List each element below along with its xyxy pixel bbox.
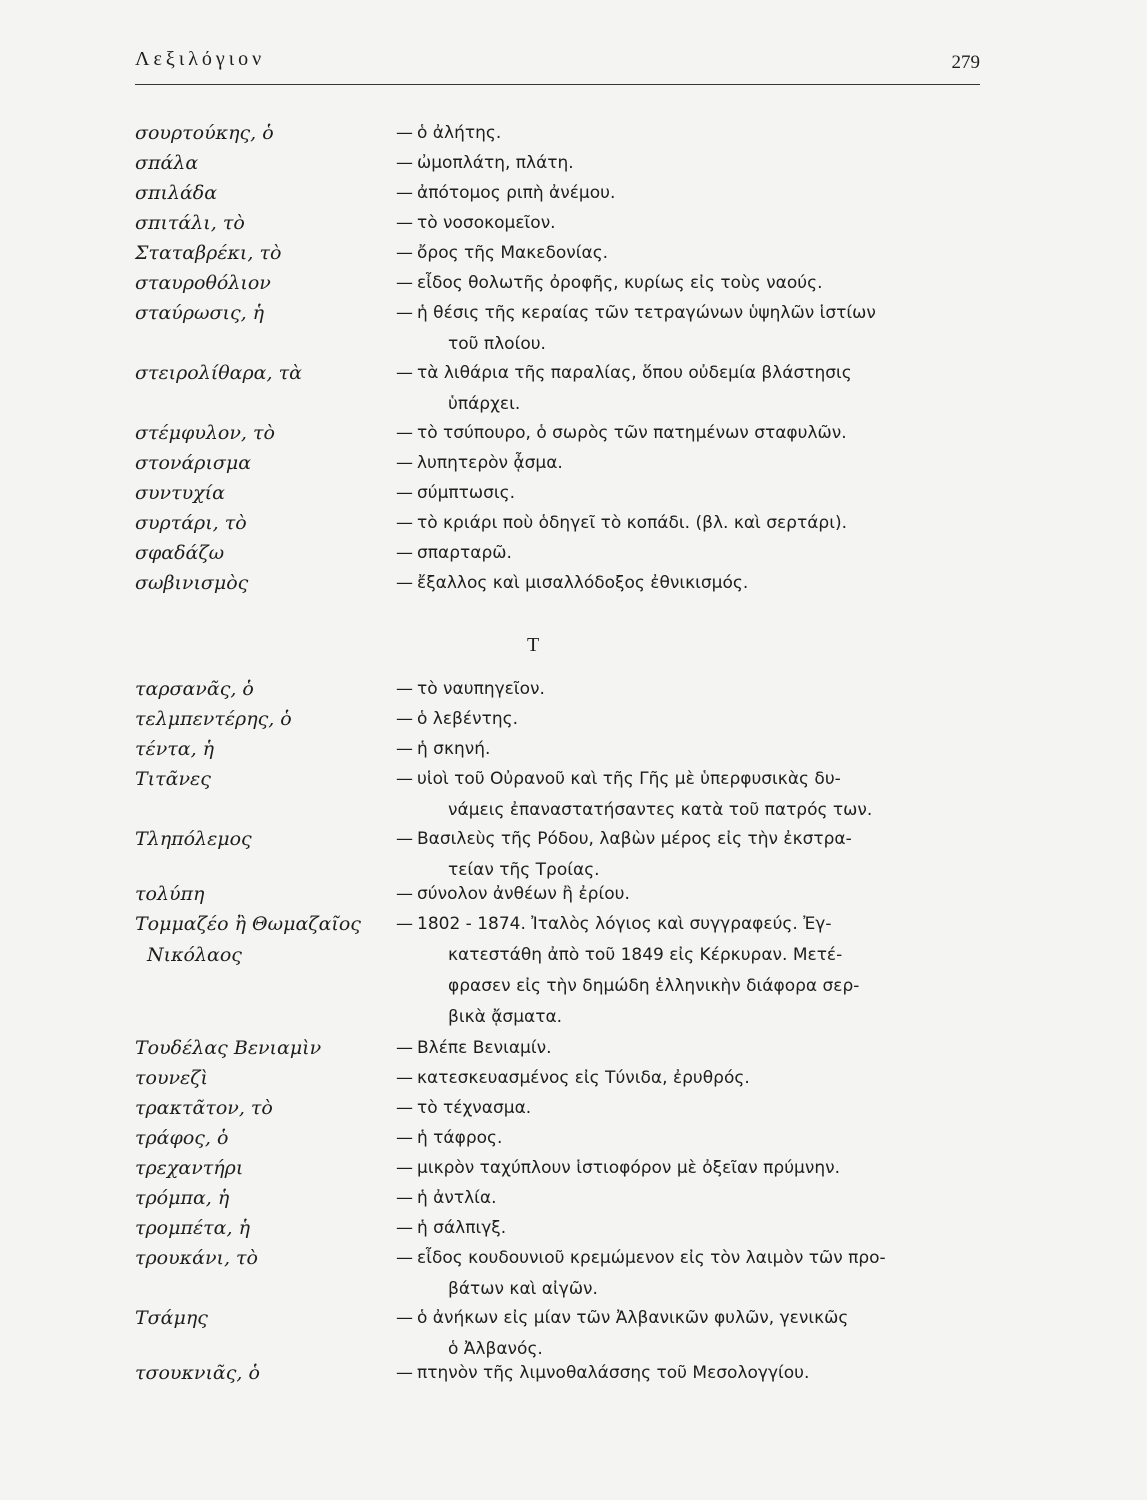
entry-definition — [396, 268, 986, 299]
definition-line — [396, 568, 986, 599]
entry-definition — [396, 1093, 986, 1124]
term-text: τρόμπα, ἡ — [135, 1187, 230, 1209]
definition-line — [396, 508, 986, 539]
em-dash: — — [396, 1218, 413, 1238]
entry-term — [135, 238, 395, 269]
em-dash: — — [396, 573, 413, 593]
em-dash: — — [396, 183, 413, 203]
entry-term — [135, 508, 395, 539]
em-dash: — — [396, 1248, 413, 1268]
definition-line — [396, 674, 986, 705]
definition-text: πτηνὸν τῆς λιμνοθαλάσσης τοῦ Μεσολογγίου. — [417, 1363, 810, 1383]
definition-line — [396, 118, 986, 149]
definition-text: λυπητερὸν ᾆσμα. — [417, 453, 563, 473]
definition-text: υἱοὶ τοῦ Οὐρανοῦ καὶ τῆς Γῆς μὲ ὑπερφυσικὰς δυ- — [417, 769, 841, 789]
definition-text: ὠμοπλάτη, πλάτη. — [417, 153, 574, 173]
entry-term — [135, 538, 395, 569]
entry-definition — [396, 1183, 986, 1214]
definition-line — [396, 1033, 986, 1064]
entry-term — [135, 734, 395, 765]
definition-text: ἡ ἀντλία. — [417, 1188, 497, 1208]
definition-text: ἀπότομος ριπὴ ἀνέμου. — [417, 183, 616, 203]
entry-term — [135, 879, 395, 910]
term-text: τρουκάνι, τὸ — [135, 1247, 258, 1269]
definition-text: ἡ σάλπιγξ. — [417, 1218, 507, 1238]
em-dash: — — [396, 884, 413, 904]
entry-term — [135, 448, 395, 479]
em-dash: — — [396, 363, 413, 383]
definition-line — [396, 448, 986, 479]
definition-line — [396, 909, 986, 940]
entry-definition — [396, 909, 986, 1033]
em-dash: — — [396, 1038, 413, 1058]
em-dash: — — [396, 1128, 413, 1148]
definition-text: μικρὸν ταχύπλουν ἱστιοφόρον μὲ ὀξεῖαν πρύμνην. — [417, 1158, 841, 1178]
term-text: τράφος, ὁ — [135, 1127, 229, 1149]
definition-text: τὸ ναυπηγεῖον. — [417, 679, 545, 699]
term-text: τολύπη — [135, 883, 205, 905]
definition-line — [396, 1243, 986, 1274]
definition-text: εἶδος θολωτῆς ὀροφῆς, κυρίως εἰς τοὺς ναούς. — [417, 273, 823, 293]
definition-line — [396, 538, 986, 569]
term-text: σπάλα — [135, 152, 199, 174]
definition-line — [396, 1063, 986, 1094]
term-text: Τσάμης — [135, 1307, 208, 1329]
term-text: συρτάρι, τὸ — [135, 512, 247, 534]
entry-definition — [396, 238, 986, 269]
definition-line — [396, 879, 986, 910]
term-text: Σταταβρέκι, τὸ — [135, 242, 282, 264]
entry-definition — [396, 704, 986, 735]
definition-line — [396, 418, 986, 449]
entry-term — [135, 824, 395, 855]
definition-line — [396, 358, 986, 389]
entry-term — [135, 1123, 395, 1154]
em-dash: — — [396, 1158, 413, 1178]
entry-definition — [396, 674, 986, 705]
section-letter: Τ — [527, 634, 540, 656]
em-dash: — — [396, 709, 413, 729]
definition-text: ἔξαλλος καὶ μισαλλόδοξος ἐθνικισμός. — [417, 573, 749, 593]
definition-text: σπαρταρῶ. — [417, 543, 512, 563]
entry-term — [135, 1153, 395, 1184]
entry-term — [135, 1183, 395, 1214]
term-text: Τομμαζέο ἢ Θωμαζαῖος — [135, 913, 361, 935]
definition-text: τὸ κριάρι ποὺ ὁδηγεῖ τὸ κοπάδι. (βλ. καὶ σερτάρι). — [417, 513, 847, 533]
definition-continuation: ὁ Ἀλβανός. — [448, 1339, 543, 1359]
entry-definition — [396, 824, 986, 886]
em-dash: — — [396, 1363, 413, 1383]
entry-term — [135, 909, 395, 971]
em-dash: — — [396, 829, 413, 849]
entry-term — [135, 478, 395, 509]
entry-definition — [396, 1303, 986, 1365]
entry-term — [135, 118, 395, 149]
term-text: σπιτάλι, τὸ — [135, 212, 245, 234]
entry-term — [135, 1093, 395, 1124]
definition-line — [396, 764, 986, 795]
entry-definition — [396, 418, 986, 449]
em-dash: — — [396, 243, 413, 263]
term-text: σωβινισμὸς — [135, 572, 249, 594]
em-dash: — — [396, 1098, 413, 1118]
definition-line — [396, 1358, 986, 1389]
definition-line — [396, 1093, 986, 1124]
definition-continuation: φρασεν εἰς τὴν δημώδη ἑλληνικὴν διάφορα σερ- — [448, 976, 860, 996]
entry-definition — [396, 1213, 986, 1244]
page-number: 279 — [951, 52, 980, 73]
definition-continuation: τείαν τῆς Τροίας. — [448, 860, 600, 880]
term-text: στονάρισμα — [135, 452, 252, 474]
term-text: σταυροθόλιον — [135, 272, 271, 294]
definition-line — [396, 1213, 986, 1244]
definition-continuation: βικὰ ᾄσματα. — [448, 1007, 563, 1027]
entry-term — [135, 568, 395, 599]
definition-line — [396, 148, 986, 179]
definition-continuation: νάμεις ἐπαναστατήσαντες κατὰ τοῦ πατρός των. — [448, 800, 873, 820]
em-dash: — — [396, 273, 413, 293]
term-text: τρεχαντήρι — [135, 1157, 244, 1179]
entry-definition — [396, 118, 986, 149]
em-dash: — — [396, 769, 413, 789]
definition-text: ἡ τάφρος. — [417, 1128, 503, 1148]
definition-text: 1802 - 1874. Ἰταλὸς λόγιος καὶ συγγραφεύς. Ἐγ- — [417, 914, 832, 934]
definition-text: ὁ ἀλήτης. — [417, 123, 502, 143]
term-text: τρομπέτα, ἡ — [135, 1217, 250, 1239]
term-text: στέμφυλον, τὸ — [135, 422, 275, 444]
entry-term — [135, 1213, 395, 1244]
entry-term — [135, 704, 395, 735]
definition-text: ὄρος τῆς Μακεδονίας. — [417, 243, 609, 263]
entry-definition — [396, 1123, 986, 1154]
entry-term — [135, 358, 395, 389]
entry-term — [135, 1303, 395, 1334]
entry-term — [135, 764, 395, 795]
definition-line — [396, 178, 986, 209]
entry-definition — [396, 148, 986, 179]
definition-text: εἶδος κουδουνιοῦ κρεμώμενον εἰς τὸν λαιμὸν τῶν προ- — [417, 1248, 886, 1268]
entry-definition — [396, 1033, 986, 1064]
entry-term — [135, 674, 395, 705]
entry-definition — [396, 208, 986, 239]
definition-line — [396, 1303, 986, 1334]
em-dash: — — [396, 453, 413, 473]
entry-term — [135, 1243, 395, 1274]
entry-term — [135, 178, 395, 209]
term-text: τελμπεντέρης, ὁ — [135, 708, 292, 730]
term-text: τουνεζὶ — [135, 1067, 208, 1089]
definition-text: ἡ θέσις τῆς κεραίας τῶν τετραγώνων ὑψηλῶν ἱστίων — [417, 303, 876, 323]
page-header — [135, 44, 980, 85]
entry-term — [135, 268, 395, 299]
em-dash: — — [396, 423, 413, 443]
definition-line — [396, 824, 986, 855]
term-text: τρακτᾶτον, τὸ — [135, 1097, 273, 1119]
term-text: Τληπόλεμος — [135, 828, 252, 850]
definition-line — [396, 268, 986, 299]
term-text: τέντα, ἡ — [135, 738, 215, 760]
definition-continuation: κατεστάθη ἀπὸ τοῦ 1849 εἰς Κέρκυραν. Μετέ- — [448, 945, 843, 965]
entry-definition — [396, 1063, 986, 1094]
em-dash: — — [396, 1068, 413, 1088]
definition-text: ἡ σκηνή. — [417, 739, 491, 759]
definition-text: τὸ τέχνασμα. — [417, 1098, 532, 1118]
entry-term — [135, 1358, 395, 1389]
em-dash: — — [396, 153, 413, 173]
em-dash: — — [396, 1188, 413, 1208]
em-dash: — — [396, 483, 413, 503]
definition-text: κατεσκευασμένος εἰς Τύνιδα, ἐρυθρός. — [417, 1068, 750, 1088]
entry-definition — [396, 358, 986, 420]
definition-continuation: τοῦ πλοίου. — [448, 334, 546, 354]
entry-term — [135, 148, 395, 179]
entry-definition — [396, 879, 986, 910]
term-continuation: Νικόλαος — [147, 944, 242, 966]
definition-line — [396, 734, 986, 765]
entry-definition — [396, 508, 986, 539]
definition-line — [396, 1153, 986, 1184]
definition-line — [396, 1123, 986, 1154]
entry-definition — [396, 298, 986, 360]
em-dash: — — [396, 543, 413, 563]
definition-line — [396, 238, 986, 269]
term-text: σπιλάδα — [135, 182, 218, 204]
entry-definition — [396, 478, 986, 509]
term-text: Τιτᾶνες — [135, 768, 211, 790]
definition-line — [396, 298, 986, 329]
definition-line — [396, 1183, 986, 1214]
em-dash: — — [396, 1308, 413, 1328]
term-text: συντυχία — [135, 482, 225, 504]
entry-definition — [396, 764, 986, 826]
definition-text: σύνολον ἀνθέων ἢ ἐρίου. — [417, 884, 630, 904]
term-text: σταύρωσις, ἡ — [135, 302, 265, 324]
entry-term — [135, 1063, 395, 1094]
definition-text: τὰ λιθάρια τῆς παραλίας, ὅπου οὐδεμία βλάστησις — [417, 363, 852, 383]
entry-definition — [396, 1358, 986, 1389]
page-title: Λεξιλόγιον — [135, 48, 266, 70]
definition-text: τὸ νοσοκομεῖον. — [417, 213, 556, 233]
em-dash: — — [396, 739, 413, 759]
em-dash: — — [396, 213, 413, 233]
definition-continuation: βάτων καὶ αἰγῶν. — [448, 1279, 598, 1299]
entry-definition — [396, 734, 986, 765]
definition-text: ὁ λεβέντης. — [417, 709, 518, 729]
entry-term — [135, 298, 395, 329]
em-dash: — — [396, 123, 413, 143]
definition-text: Βασιλεὺς τῆς Ρόδου, λαβὼν μέρος εἰς τὴν ἐκστρα- — [417, 829, 852, 849]
term-text: στειρολίθαρα, τὰ — [135, 362, 302, 384]
em-dash: — — [396, 679, 413, 699]
term-text: σφαδάζω — [135, 542, 225, 564]
em-dash: — — [396, 303, 413, 323]
entry-definition — [396, 538, 986, 569]
definition-continuation: ὑπάρχει. — [448, 394, 521, 414]
term-text: σουρτούκης, ὁ — [135, 122, 274, 144]
definition-line — [396, 208, 986, 239]
entry-term — [135, 1033, 395, 1064]
entry-term — [135, 208, 395, 239]
term-text: τσουκνιᾶς, ὁ — [135, 1362, 260, 1384]
definition-text: Βλέπε Βενιαμίν. — [417, 1038, 552, 1058]
term-text: Τουδέλας Βενιαμὶν — [135, 1037, 322, 1059]
definition-text: τὸ τσύπουρο, ὁ σωρὸς τῶν πατημένων σταφυλῶν. — [417, 423, 847, 443]
entry-term — [135, 418, 395, 449]
definition-text: σύμπτωσις. — [417, 483, 516, 503]
entry-definition — [396, 568, 986, 599]
entry-definition — [396, 1153, 986, 1184]
term-text: ταρσανᾶς, ὁ — [135, 678, 254, 700]
definition-line — [396, 704, 986, 735]
entry-definition — [396, 448, 986, 479]
definition-text: ὁ ἀνήκων εἰς μίαν τῶν Ἀλβανικῶν φυλῶν, γενικῶς — [417, 1308, 849, 1328]
entry-definition — [396, 178, 986, 209]
definition-line — [396, 478, 986, 509]
entry-definition — [396, 1243, 986, 1305]
em-dash: — — [396, 914, 413, 934]
em-dash: — — [396, 513, 413, 533]
